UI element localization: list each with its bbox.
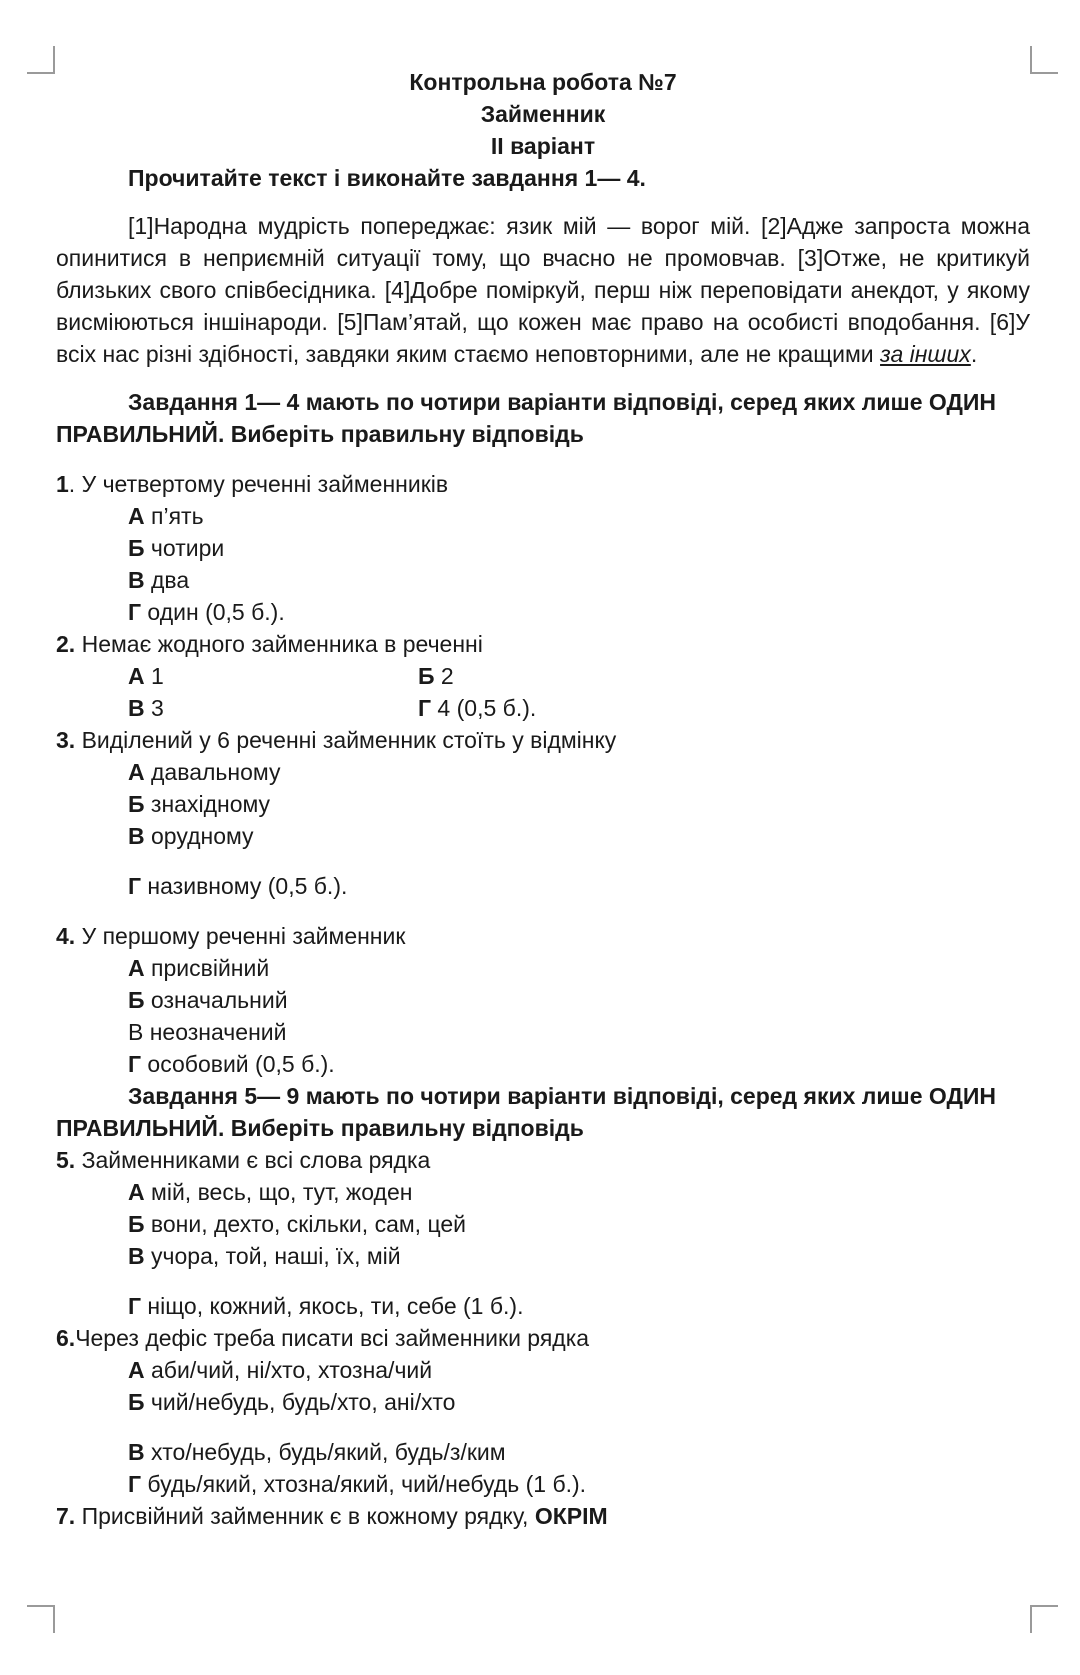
option-v[interactable] — [128, 692, 418, 724]
question-emphasis: ОКРІМ — [534, 1503, 608, 1529]
highlighted-pronoun: за інших — [880, 341, 971, 367]
question-number: 7. — [56, 1503, 76, 1529]
option-a[interactable] — [128, 660, 418, 692]
question-number: 2. — [56, 631, 76, 657]
task-instruction-line2: ПРАВИЛЬНИЙ. Виберіть правильну відповідь — [56, 1115, 584, 1141]
option-text: один (0,5 б.). — [141, 599, 285, 625]
reading-text-end: . — [970, 341, 978, 367]
option-text: В неозначений — [128, 1019, 287, 1045]
option-b[interactable] — [56, 984, 1030, 1016]
option-a[interactable] — [56, 756, 1030, 788]
option-letter: А — [128, 503, 145, 529]
option-letter: Б — [128, 1211, 145, 1237]
question-text: Немає жодного займенника в реченні — [75, 631, 483, 657]
task-instruction-line1: Завдання 1— 4 мають по чотири варіанти відповіді, серед яких лише ОДИН — [128, 389, 996, 415]
option-letter: Г — [128, 1471, 142, 1497]
question-6 — [56, 1322, 1030, 1354]
option-v[interactable] — [56, 820, 1030, 852]
corner-mark-bottom-right — [1030, 1605, 1058, 1633]
option-text: мій, весь, що, тут, жоден — [144, 1179, 413, 1205]
option-b[interactable] — [56, 1386, 1030, 1418]
question-number: 1 — [56, 471, 69, 497]
question-number: 5. — [56, 1147, 76, 1173]
question-number: 4. — [56, 923, 76, 949]
reading-text-main: [1]Народна мудрість попереджає: язик мій — ворог мій. [2]Адже запроста можна опинитися в неприємній ситуації тому, що вчасно не промовчав. [3]Отже, не критикуй близьких свого співбесідника. [4]Добре поміркуй, перш ніж переповідати анекдот, у якому висміюються іншінароди. [5]Пам’ятай, що кожен має право на особисті вподобання. [6]У всіх нас різні здібності, завдяки яким стаємо неповторними, але не кращими — [56, 213, 1030, 367]
option-g[interactable] — [56, 1290, 1030, 1322]
option-letter: А — [128, 955, 145, 981]
option-letter: В — [128, 567, 145, 593]
option-letter: Г — [128, 1051, 142, 1077]
question-text: Виділений у 6 реченні займенник стоїть у відмінку — [75, 727, 617, 753]
option-text: будь/який, хтозна/який, чий/небудь (1 б.). — [141, 1471, 587, 1497]
task-instruction-line1: Завдання 5— 9 мають по чотири варіанти відповіді, серед яких лише ОДИН — [128, 1083, 996, 1109]
corner-mark-bottom-left — [27, 1605, 55, 1633]
question-3 — [56, 724, 1030, 756]
option-text: називному (0,5 б.). — [141, 873, 348, 899]
option-letter: Б — [128, 987, 145, 1013]
option-v[interactable] — [56, 1016, 1030, 1048]
question-4 — [56, 920, 1030, 952]
option-text: чий/небудь, будь/хто, ані/хто — [144, 1389, 456, 1415]
option-letter: Б — [128, 535, 145, 561]
question-2 — [56, 628, 1030, 660]
question-5 — [56, 1144, 1030, 1176]
option-a[interactable] — [56, 1354, 1030, 1386]
option-row — [56, 660, 1030, 692]
option-a[interactable] — [56, 500, 1030, 532]
option-row — [56, 692, 1030, 724]
option-letter: Г — [128, 1293, 142, 1319]
question-text: Займенниками є всі слова рядка — [75, 1147, 431, 1173]
option-text: 2 — [434, 663, 454, 689]
option-letter: В — [128, 695, 145, 721]
option-letter: А — [128, 759, 145, 785]
option-text: два — [144, 567, 190, 593]
question-text: Через дефіс треба писати всі займенники рядка — [75, 1325, 590, 1351]
option-letter: А — [128, 1179, 145, 1205]
task-instruction-line2: ПРАВИЛЬНИЙ. Виберіть правильну відповідь — [56, 421, 584, 447]
option-text: 3 — [144, 695, 164, 721]
doc-title: Контрольна робота №7 — [409, 69, 677, 95]
question-1 — [56, 468, 1030, 500]
option-a[interactable] — [56, 1176, 1030, 1208]
doc-subtitle: Займенник — [480, 101, 606, 127]
option-text: особовий (0,5 б.). — [141, 1051, 335, 1077]
option-g[interactable] — [418, 692, 708, 724]
question-number: 3. — [56, 727, 76, 753]
option-b[interactable] — [56, 532, 1030, 564]
option-g[interactable] — [56, 596, 1030, 628]
option-text: ніщо, кожний, якось, ти, себе (1 б.). — [141, 1293, 524, 1319]
corner-mark-top-left — [27, 46, 55, 74]
option-letter: В — [128, 1439, 145, 1465]
corner-mark-top-right — [1030, 46, 1058, 74]
option-text: знахідному — [144, 791, 271, 817]
option-letter: Г — [128, 599, 142, 625]
option-text: вони, дехто, скільки, сам, цей — [144, 1211, 467, 1237]
option-text: хто/небудь, будь/який, будь/з/ким — [144, 1439, 506, 1465]
option-letter: Г — [128, 873, 142, 899]
option-letter: Г — [418, 695, 432, 721]
option-letter: Б — [128, 1389, 145, 1415]
option-a[interactable] — [56, 952, 1030, 984]
option-letter: А — [128, 1357, 145, 1383]
question-number: 6. — [56, 1325, 76, 1351]
option-text: 1 — [144, 663, 164, 689]
option-g[interactable] — [56, 1048, 1030, 1080]
task-instruction-1-4 — [56, 386, 1030, 450]
question-text: У першому реченні займенник — [75, 923, 406, 949]
option-g[interactable] — [56, 1468, 1030, 1500]
option-letter: В — [128, 1243, 145, 1269]
question-7 — [56, 1500, 1030, 1532]
option-text: присвійний — [144, 955, 270, 981]
reading-instruction: Прочитайте текст і виконайте завдання 1— 4. — [128, 165, 646, 191]
option-g[interactable] — [56, 870, 1030, 902]
option-b[interactable] — [56, 788, 1030, 820]
option-letter: Б — [128, 791, 145, 817]
reading-text — [56, 210, 1030, 370]
task-instruction-5-9 — [56, 1080, 1030, 1144]
option-text: учора, той, наші, їх, мій — [144, 1243, 401, 1269]
option-letter: Б — [418, 663, 435, 689]
option-text: п’ять — [144, 503, 204, 529]
option-v[interactable] — [56, 1436, 1030, 1468]
option-text: 4 (0,5 б.). — [431, 695, 537, 721]
option-b[interactable] — [56, 1208, 1030, 1240]
option-text: орудному — [144, 823, 254, 849]
option-text: давальному — [144, 759, 281, 785]
question-text: . У четвертому реченні займенників — [68, 471, 449, 497]
option-v[interactable] — [56, 1240, 1030, 1272]
option-letter: А — [128, 663, 145, 689]
option-text: аби/чий, ні/хто, хтозна/чий — [144, 1357, 433, 1383]
document-page — [56, 66, 1030, 1532]
option-text: означальний — [144, 987, 288, 1013]
option-b[interactable] — [418, 660, 708, 692]
option-v[interactable] — [56, 564, 1030, 596]
option-text: чотири — [144, 535, 225, 561]
doc-variant: ІІ варіант — [490, 133, 596, 159]
option-letter: В — [128, 823, 145, 849]
question-text: Присвійний займенник є в кожному рядку, — [75, 1503, 535, 1529]
